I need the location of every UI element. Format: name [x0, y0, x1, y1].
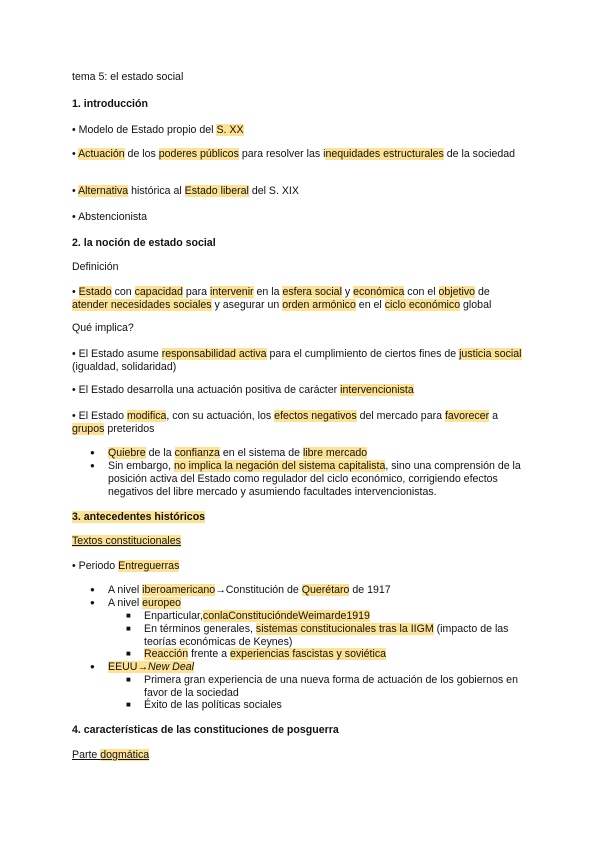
- text-run: de: [475, 286, 490, 298]
- highlighted-text: Estado: [78, 286, 112, 298]
- list-item-text: [108, 584, 527, 597]
- highlighted-text: libre mercado: [302, 447, 368, 459]
- highlighted-text: nequidades estructurales: [325, 148, 444, 160]
- text-run: En términos generales,: [144, 623, 256, 635]
- highlighted-text: Actuación: [78, 148, 125, 160]
- paragraph-abstencionista: [72, 211, 527, 224]
- subheading-dogmatica: [72, 749, 527, 762]
- text-run: →Constitución de: [215, 584, 302, 596]
- highlighted-text: →New Deal: [137, 661, 194, 673]
- highlighted-text: Estado liberal: [184, 185, 249, 197]
- paragraph-definicion: [72, 286, 527, 312]
- list-item-text: [144, 623, 526, 649]
- text-run: en la: [253, 286, 283, 298]
- document-title: tema 5: el estado social: [72, 71, 184, 83]
- highlighted-text: iberoamericano: [142, 584, 216, 596]
- highlighted-text: grupos: [72, 422, 105, 435]
- text-run: •: [72, 148, 79, 160]
- highlighted-text: favorecer: [444, 410, 490, 422]
- text-run: en el sistema de: [219, 447, 303, 459]
- highlighted-text: justicia social: [459, 348, 522, 360]
- bullet-marker: ■: [126, 649, 131, 658]
- list-item-text: [108, 460, 527, 498]
- subheading-que-implica: [72, 322, 527, 335]
- text-run: Éxito de las políticas sociales: [144, 699, 282, 711]
- paragraph-entreguerras: [72, 560, 527, 573]
- list-item-text: [108, 597, 527, 610]
- highlighted-text: S. XX: [216, 124, 244, 136]
- text-run: 4. características de las constituciones de posguerra: [72, 724, 339, 736]
- subheading-textos: [72, 535, 527, 548]
- highlighted-text: objetivo: [438, 286, 476, 298]
- highlighted-text: Quiebre: [108, 447, 146, 459]
- text-run: (igualdad, solidaridad): [72, 360, 177, 373]
- highlighted-text: EEUU: [108, 661, 138, 673]
- highlighted-text: 3. antecedentes históricos: [72, 511, 206, 523]
- highlighted-text: Querétaro: [301, 584, 350, 596]
- highlighted-text: no implica la negación del sistema capitalista: [173, 460, 386, 472]
- highlighted-text: Reacción: [144, 648, 189, 660]
- text-run: de la: [145, 447, 175, 459]
- text-run: para resolver las i: [238, 148, 326, 160]
- text-run: preteridos: [104, 422, 155, 435]
- text-run: global: [460, 298, 492, 311]
- highlighted-text: dogmática: [100, 749, 150, 761]
- text-run: A nivel: [108, 597, 143, 609]
- text-run: 1. introducción: [72, 98, 148, 110]
- text-run: • Modelo de Estado propio del: [72, 124, 217, 136]
- highlighted-text: confianza: [174, 447, 220, 459]
- text-run: de los: [124, 148, 159, 160]
- text-run: a: [489, 410, 498, 422]
- text-run: frente a: [188, 648, 230, 660]
- text-run: en el: [355, 298, 385, 311]
- list-item-text: [108, 661, 527, 674]
- text-run: , sino una comprensión de la posición activa del Estado como regulador del ciclo económico, corrigiendo efectos negativos del libre mercado y asumiendo facultades intervencionistas.: [108, 460, 521, 498]
- text-run: histórica al: [128, 185, 185, 197]
- highlighted-text: modifica: [126, 410, 167, 422]
- text-run: • El Estado: [72, 410, 127, 422]
- heading-introduccion: [72, 98, 527, 111]
- new-deal-text: New Deal: [148, 661, 194, 673]
- text-run: • El Estado desarrolla una actuación positiva de carácter: [72, 384, 341, 396]
- highlighted-text: intervencionista: [340, 384, 414, 396]
- text-run: Primera gran experiencia de una nueva forma de actuación de los gobiernos en favor de la sociedad: [144, 674, 518, 699]
- highlighted-text: Alternativa: [78, 185, 129, 197]
- list-item-text: [144, 610, 526, 623]
- text-run: Definición: [72, 261, 119, 273]
- highlighted-text: esfera social: [282, 286, 342, 298]
- paragraph-modifica: [72, 410, 527, 436]
- highlighted-text: experiencias fascistas y soviética: [229, 648, 387, 660]
- text-run: •: [72, 286, 79, 298]
- highlighted-text: responsabilidad activa: [161, 348, 267, 360]
- highlighted-text: atender necesidades sociales: [72, 298, 212, 311]
- text-run: de la sociedad: [443, 148, 516, 160]
- text-run: Parte: [72, 749, 101, 761]
- highlighted-text: ciclo económico: [384, 298, 461, 311]
- text-run: •: [72, 185, 79, 197]
- bullet-marker: ■: [126, 675, 131, 684]
- text-run: • El Estado asume: [72, 348, 162, 360]
- text-run: con el: [404, 286, 439, 298]
- highlighted-text: económica: [353, 286, 405, 298]
- highlighted-text: capacidad: [134, 286, 183, 298]
- subheading-definicion: [72, 261, 527, 274]
- text-run: (impacto de las teorías económicas de Keynes): [144, 623, 509, 648]
- highlighted-text: efectos negativos: [274, 410, 357, 422]
- bullet-marker: ■: [126, 624, 131, 633]
- highlighted-text: orden armónico: [282, 298, 356, 311]
- heading-nocion: [72, 237, 527, 250]
- list-item-text: [144, 699, 526, 712]
- text-run: • Abstencionista: [72, 211, 147, 223]
- bullet-marker: ●: [90, 448, 95, 457]
- bullet-marker: ●: [90, 598, 95, 607]
- text-run: del S. XIX: [248, 185, 299, 197]
- bullet-marker: ■: [126, 611, 131, 620]
- text-run: A nivel: [108, 584, 143, 596]
- paragraph-intervencionista: [72, 384, 527, 397]
- text-run: Sin embargo,: [108, 460, 174, 472]
- highlighted-text: Textos constitucionales: [72, 535, 181, 547]
- highlighted-text: Entreguerras: [118, 560, 180, 572]
- paragraph-responsabilidad: [72, 348, 527, 374]
- text-run: y: [341, 286, 354, 298]
- highlighted-text: conlaConstitucióndeWeimarde1919: [202, 610, 370, 622]
- highlighted-text: poderes públicos: [158, 148, 239, 160]
- highlighted-text: intervenir: [210, 286, 254, 298]
- highlighted-text: europeo: [142, 597, 182, 609]
- highlighted-text: sistemas constitucionales tras la IIGM: [255, 623, 434, 635]
- text-run: para: [182, 286, 211, 298]
- bullet-marker: ■: [126, 700, 131, 709]
- bullet-marker: ●: [90, 585, 95, 594]
- list-item-text: [144, 674, 526, 700]
- heading-caracteristicas: [72, 724, 527, 737]
- text-run: para el cumplimiento de ciertos fines de: [266, 348, 460, 360]
- paragraph-actuacion: [72, 148, 527, 161]
- bullet-marker: ●: [90, 461, 95, 470]
- list-item-text: [108, 447, 527, 460]
- text-run: Qué implica?: [72, 322, 134, 334]
- text-run: Enparticular,: [144, 610, 203, 622]
- heading-antecedentes: [72, 511, 527, 524]
- text-run: de 1917: [349, 584, 391, 596]
- list-item-text: [144, 648, 526, 661]
- text-run: con: [111, 286, 135, 298]
- text-run: y asegurar un: [211, 298, 283, 311]
- text-run: 2. la noción de estado social: [72, 237, 216, 249]
- text-run: • Periodo: [72, 560, 119, 572]
- paragraph-modelo: [72, 124, 527, 137]
- text-run: , con su actuación, los: [166, 410, 275, 422]
- bullet-marker: ●: [90, 662, 95, 671]
- paragraph-alternativa: [72, 185, 527, 198]
- text-run: del mercado para: [356, 410, 445, 422]
